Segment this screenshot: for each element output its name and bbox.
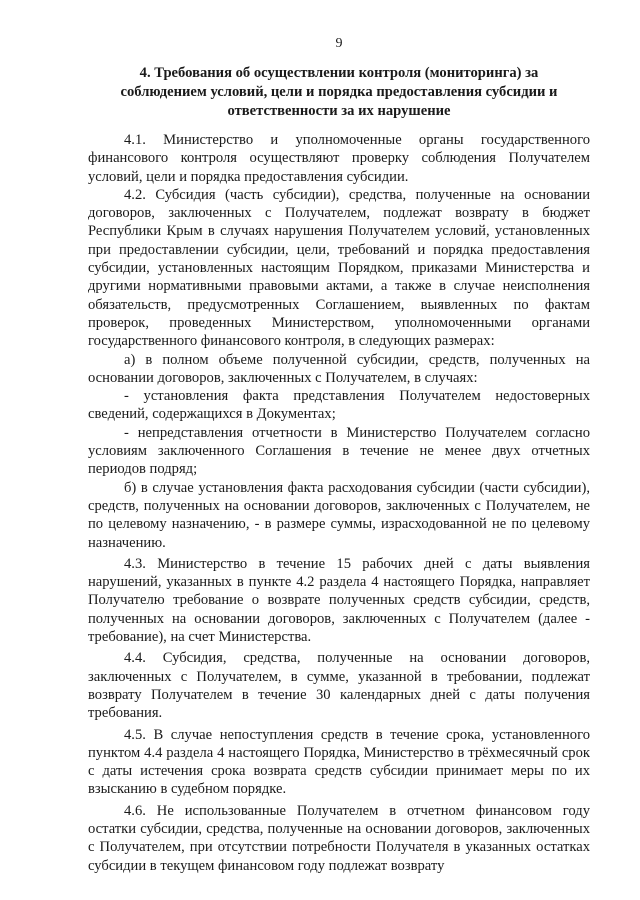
paragraph-4-2-b: б) в случае установления факта расходования субсидии (части субсидии), средств, полученных на основании договоров, заключенных с Получателем, не по целевому назначению, - в размере суммы, израсходованной не по целевому назначению. xyxy=(88,479,590,551)
paragraph-4-2-a-item-2: - непредставления отчетности в Министерство Получателем согласно условиям заключенного Соглашения в течение не менее двух отчетных периодов подряд; xyxy=(88,424,590,478)
paragraph-4-6: 4.6. Не использованные Получателем в отчетном финансовом году остатки субсидии, средства, полученные на основании договоров, заключенных с Получателем, при отсутствии потребности Получателя в указанных остатках субсидии в текущем финансовом году подлежат возврату xyxy=(88,802,590,874)
paragraph-4-2: 4.2. Субсидия (часть субсидии), средства, полученные на основании договоров, заключенных с Получателем, подлежат возврату в бюджет Республики Крым в случаях нарушения Получателем условий, установленных при предоставлении субсидии, цели, требований и порядка предоставления субсидии, установленных настоящим Порядком, приказами Министерства и другими нормативными правовыми актами, а также в случае неисполнения обязательств, предусмотренных Соглашением, выявленных по фактам проверок, проведенных Министерством, уполномоченными органами государственного финансового контроля, в следующих размерах: xyxy=(88,186,590,350)
paragraph-4-2-a: а) в полном объеме полученной субсидии, средств, полученных на основании договоров, заключенных с Получателем, в случаях: xyxy=(88,351,590,386)
paragraph-4-1: 4.1. Министерство и уполномоченные органы государственного финансового контроля осуществляют проверку соблюдения Получателем условий, цели и порядка предоставления субсидии. xyxy=(88,132,590,185)
page-number: 9 xyxy=(335,36,343,51)
paragraph-4-4: 4.4. Субсидия, средства, полученные на основании договоров, заключенных с Получателем, в сумме, указанной в требовании, подлежат возврату Получателем в течение 30 календарных дней с даты получения требования. xyxy=(88,650,590,722)
paragraph-4-2-a-item-1: - установления факта представления Получателем недостоверных сведений, содержащихся в Документах; xyxy=(88,388,590,423)
paragraph-4-3: 4.3. Министерство в течение 15 рабочих дней с даты выявления нарушений, указанных в пункте 4.2 раздела 4 настоящего Порядка, направляет Получателю требование о возврате полученных средств субсидии, средств, полученных на основании договоров, заключенных с Получателем (далее - требование), на счет Министерства. xyxy=(88,555,590,646)
paragraph-4-5: 4.5. В случае непоступления средств в течение срока, установленного пунктом 4.4 раздела 4 настоящего Порядка, Министерство в трёхмесячный срок с даты истечения срока возврата средств субсидии принимает меры по их взысканию в судебном порядке. xyxy=(88,726,590,798)
section-heading: 4. Требования об осуществлении контроля (мониторинга) за соблюдением условий, цели и порядка предоставления субсидии и ответственности за их нарушение xyxy=(120,65,558,119)
body-text xyxy=(88,131,590,875)
